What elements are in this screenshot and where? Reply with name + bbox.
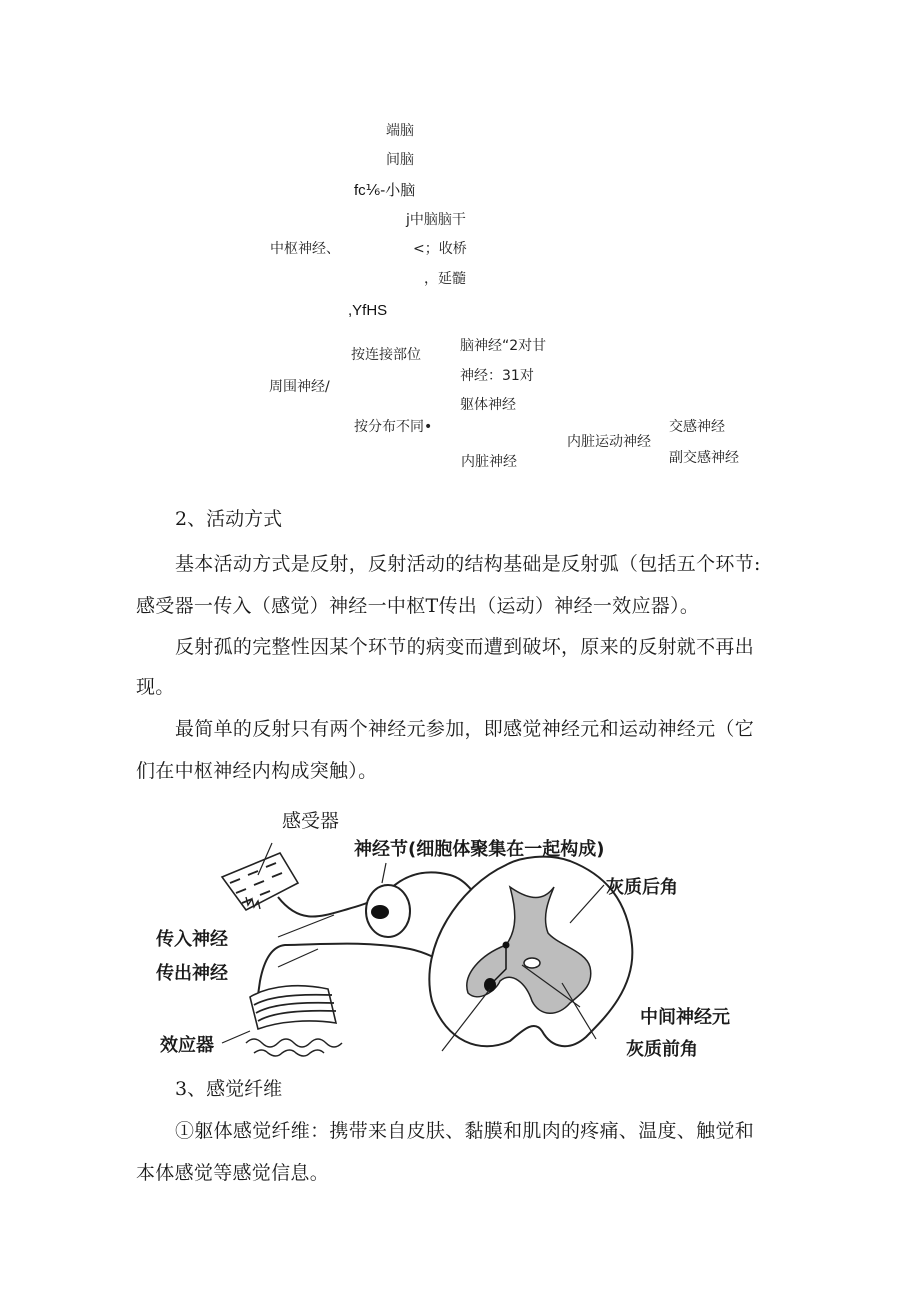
- tree-cns-label: 中枢神经、: [270, 241, 340, 257]
- label-ganglion: 神经节(细胞体聚集在一起构成): [354, 839, 605, 860]
- section2-p2-line1: 反射孤的完整性因某个环节的病变而遭到破坏，原来的反射就不再出: [175, 636, 755, 658]
- section2-p1-line2: 感受器一传入（感觉）神经一中枢T传出（运动）神经一效应器）。: [136, 595, 700, 617]
- section2-heading: 2、活动方式: [175, 508, 283, 530]
- tree-spinal-nerves: 神经：31对: [460, 368, 534, 384]
- label-efferent-nerve: 传出神经: [156, 963, 228, 984]
- label-interneuron: 中间神经元: [640, 1007, 730, 1028]
- tree-diencephalon: 间脑: [386, 152, 414, 168]
- tree-by-connection: 按连接部位: [351, 347, 421, 363]
- tree-midbrain-brainstem: j中脑脑干: [406, 212, 466, 228]
- tree-pons: <；收桥: [413, 241, 467, 257]
- section2-p3-line2: 们在中枢神经内构成突触）。: [136, 760, 378, 782]
- label-dorsal-horn: 灰质后角: [606, 877, 678, 898]
- tree-telencephalon: 端脑: [386, 123, 414, 139]
- reflex-arc-diagram: [150, 805, 790, 1070]
- tree-parasympathetic: 副交感神经: [669, 450, 739, 466]
- receptor-skin-illustration: [222, 843, 298, 910]
- section2-p3-line1: 最简单的反射只有两个神经元参加，即感觉神经元和运动神经元（它: [175, 718, 755, 740]
- tree-cranial-nerves: 脑神经“2对甘: [460, 338, 547, 354]
- label-ventral-horn: 灰质前角: [626, 1039, 698, 1060]
- tree-cerebellum: fc⅙-小脑: [354, 182, 416, 199]
- tree-somatic-nerves: 躯体神经: [460, 397, 516, 413]
- section3-p1-line1: ①躯体感觉纤维：携带来自皮肤、黏膜和肌肉的疼痛、温度、触觉和: [175, 1120, 755, 1142]
- tree-pns-label: 周围神经/: [269, 379, 330, 395]
- label-receptor: 感受器: [282, 810, 340, 832]
- ganglion-nucleus: [371, 905, 389, 919]
- section3-p1-line2: 本体感觉等感觉信息。: [136, 1162, 330, 1184]
- tree-sympathetic: 交感神经: [669, 419, 725, 435]
- section3-heading: 3、感觉纤维: [175, 1078, 283, 1100]
- tree-by-distribution: 按分布不同•: [354, 419, 433, 435]
- section2-p1-line1: 基本活动方式是反射，反射活动的结构基础是反射弧（包括五个环节:: [175, 553, 761, 575]
- effector-muscle-illustration: [246, 986, 342, 1056]
- label-effector: 效应器: [160, 1035, 214, 1056]
- tree-spinal-cord: ,YfHS: [348, 302, 388, 319]
- tree-medulla: ，延髓: [424, 271, 466, 287]
- central-canal: [524, 958, 540, 968]
- tree-visceral-nerves: 内脏神经: [461, 454, 517, 470]
- label-afferent-nerve: 传入神经: [156, 929, 228, 950]
- tree-visceral-motor: 内脏运动神经: [567, 434, 651, 450]
- section2-p2-line2: 现。: [136, 676, 175, 698]
